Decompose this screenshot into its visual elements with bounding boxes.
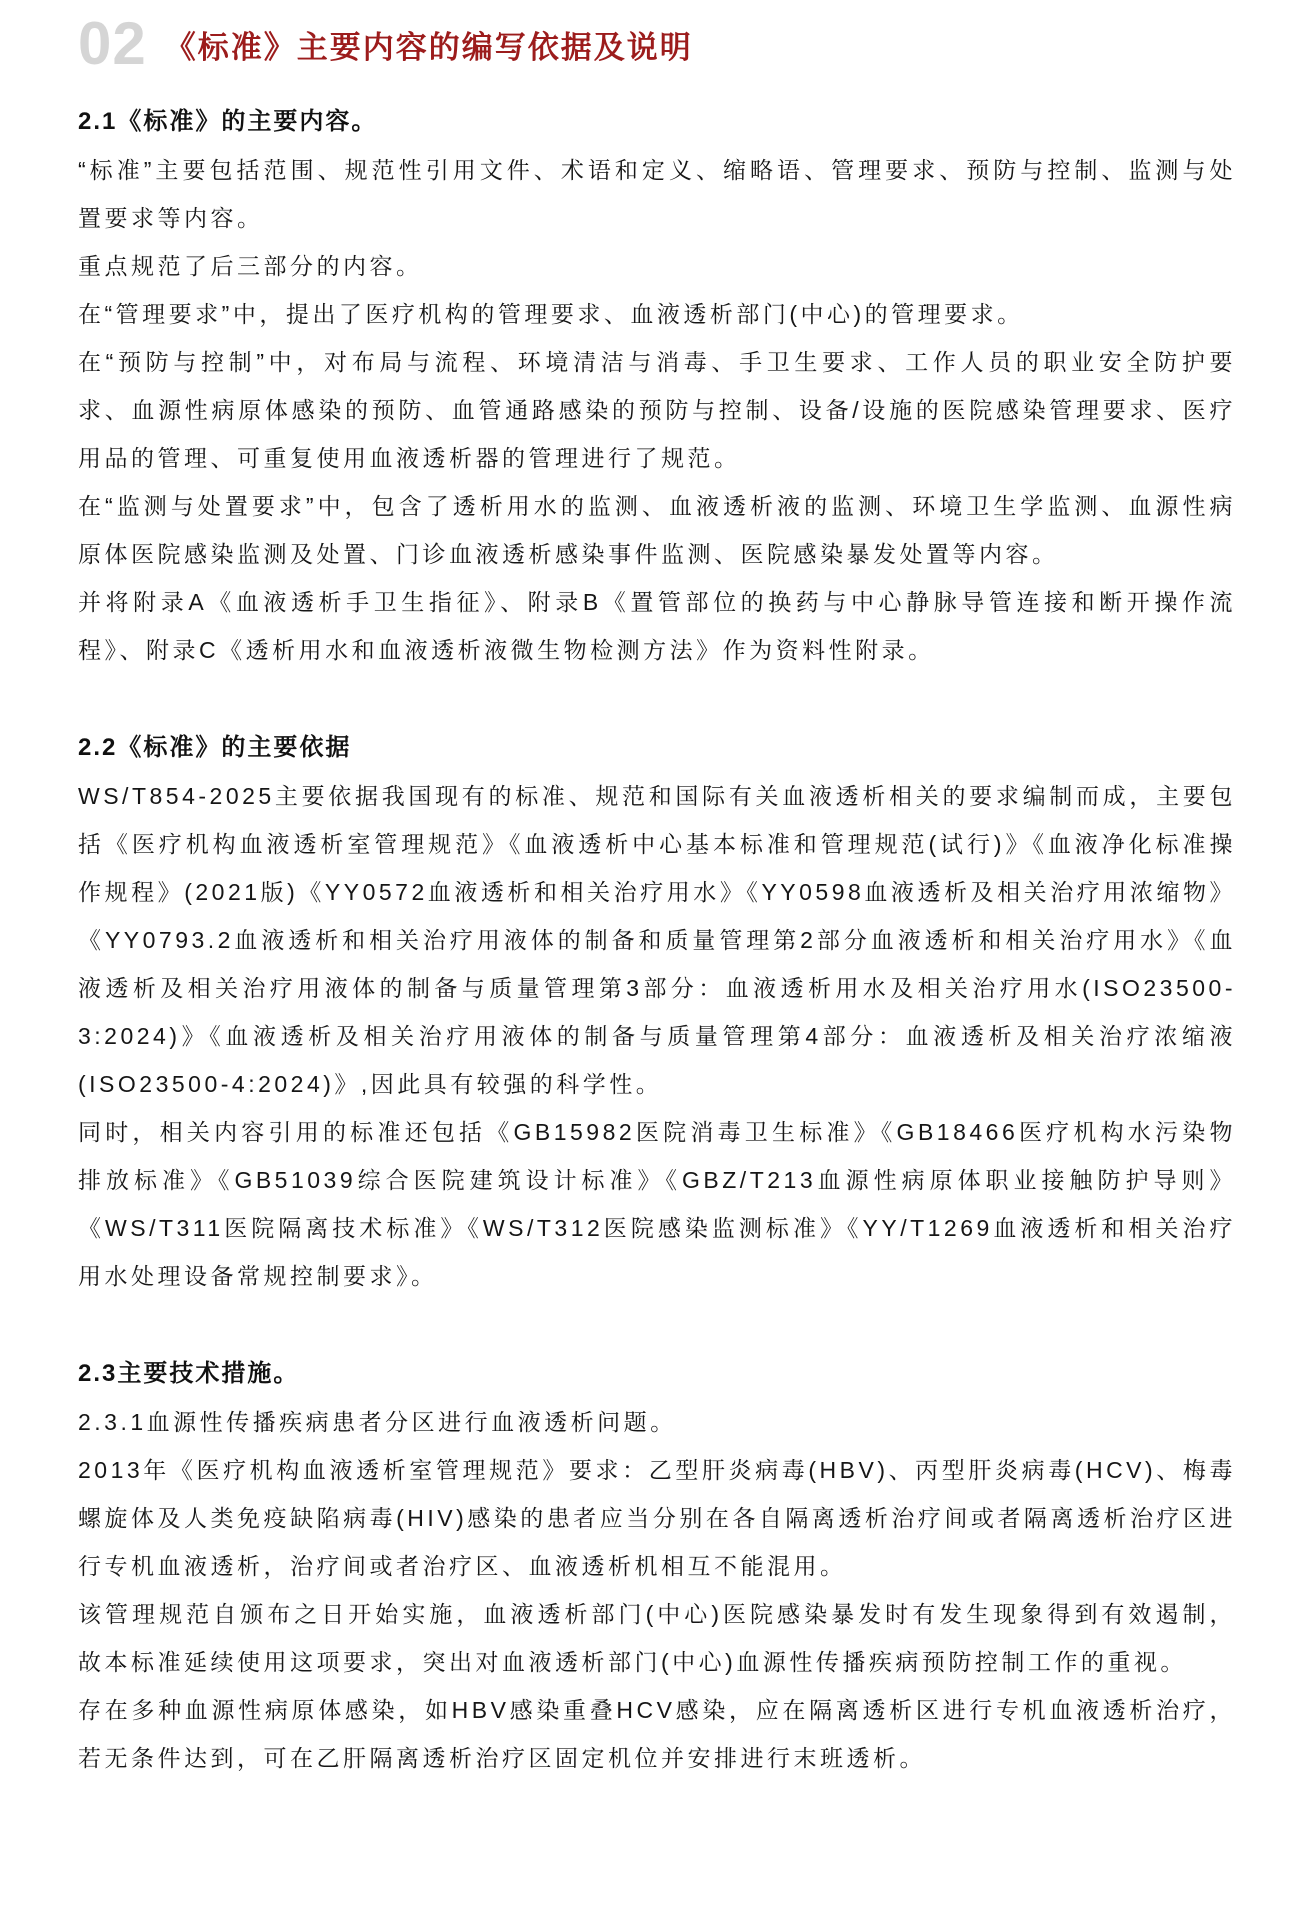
paragraph-2-3-4: 存在多种血源性病原体感染，如HBV感染重叠HCV感染，应在隔离透析区进行专机血液透析治疗，若无条件达到，可在乙肝隔离透析治疗区固定机位并安排进行末班透析。 xyxy=(78,1697,1236,1771)
section-2-3 xyxy=(78,1350,1236,1782)
paragraph-2-1-1: “标准”主要包括范围、规范性引用文件、术语和定义、缩略语、管理要求、预防与控制、监测与处置要求等内容。 xyxy=(78,157,1236,231)
section-2-2 xyxy=(78,724,1236,1300)
paragraph-2-1-6: 并将附录A《血液透析手卫生指征》、附录B《置管部位的换药与中心静脉导管连接和断开操作流程》、附录C《透析用水和血液透析液微生物检测方法》作为资料性附录。 xyxy=(78,589,1236,663)
paragraph-2-2-2: 同时，相关内容引用的标准还包括《GB15982医院消毒卫生标准》《GB18466医疗机构水污染物排放标准》《GB51039综合医院建筑设计标准》《GBZ/T213血源性病原体职业接触防护导则》《WS/T311医院隔离技术标准》《WS/T312医院感染监测标准》《YY/T1269血液透析和相关治疗用水处理设备常规控制要求》。 xyxy=(78,1119,1236,1289)
paragraph-2-3-3: 该管理规范自颁布之日开始实施，血液透析部门(中心)医院感染暴发时有发生现象得到有效遏制，故本标准延续使用这项要求，突出对血液透析部门(中心)血源性传播疾病预防控制工作的重视。 xyxy=(78,1601,1236,1675)
section-2-1-heading: 2.1《标准》的主要内容。 xyxy=(78,108,378,135)
paragraph-2-1-2: 重点规范了后三部分的内容。 xyxy=(78,253,423,279)
page-title: 《标准》主要内容的编写依据及说明 xyxy=(164,29,693,65)
section-2-1 xyxy=(78,98,1236,674)
paragraph-2-1-5: 在“监测与处置要求”中，包含了透析用水的监测、血液透析液的监测、环境卫生学监测、血源性病原体医院感染监测及处置、门诊血液透析感染事件监测、医院感染暴发处置等内容。 xyxy=(78,493,1236,567)
paragraph-2-1-4: 在“预防与控制”中，对布局与流程、环境清洁与消毒、手卫生要求、工作人员的职业安全防护要求、血源性病原体感染的预防、血管通路感染的预防与控制、设备/设施的医院感染管理要求、医疗用品的管理、可重复使用血液透析器的管理进行了规范。 xyxy=(78,349,1236,471)
section-2-3-heading: 2.3主要技术措施。 xyxy=(78,1360,300,1387)
paragraph-2-3-2: 2013年《医疗机构血液透析室管理规范》要求：乙型肝炎病毒(HBV)、丙型肝炎病毒(HCV)、梅毒螺旋体及人类免疫缺陷病毒(HIV)感染的患者应当分别在各自隔离透析治疗间或者隔离透析治疗区进行专机血液透析，治疗间或者治疗区、血液透析机相互不能混用。 xyxy=(78,1457,1236,1579)
paragraph-2-3-1: 2.3.1血源性传播疾病患者分区进行血液透析问题。 xyxy=(78,1409,677,1435)
document-header xyxy=(78,10,1236,77)
section-number: 02 xyxy=(78,10,147,77)
paragraph-2-2-1: WS/T854-2025主要依据我国现有的标准、规范和国际有关血液透析相关的要求编制而成，主要包括《医疗机构血液透析室管理规范》《血液透析中心基本标准和管理规范(试行)》《血液净化标准操作规程》(2021版)《YY0572血液透析和相关治疗用水》《YY0598血液透析及相关治疗用浓缩物》《YY0793.2血液透析和相关治疗用液体的制备和质量管理第2部分血液透析和相关治疗用水》《血液透析及相关治疗用液体的制备与质量管理第3部分：血液透析用水及相关治疗用水(ISO23500-3:2024)》《血液透析及相关治疗用液体的制备与质量管理第4部分：血液透析及相关治疗浓缩液(ISO23500-4:2024)》,因此具有较强的科学性。 xyxy=(78,783,1236,1097)
paragraph-2-1-3: 在“管理要求”中，提出了医疗机构的管理要求、血液透析部门(中心)的管理要求。 xyxy=(78,301,1024,327)
section-2-2-heading: 2.2《标准》的主要依据 xyxy=(78,734,352,761)
